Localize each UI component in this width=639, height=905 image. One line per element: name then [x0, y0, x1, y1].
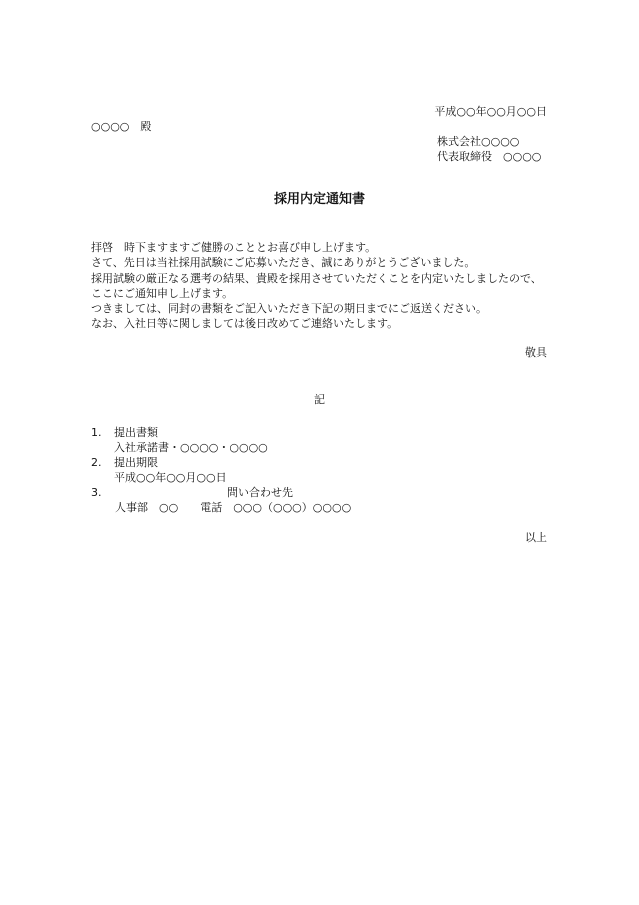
body-line: つきましては、同封の書類をご記入いただき下記の期日までにご返送ください。 [91, 302, 487, 316]
document-date: 平成○○年○○月○○日 [434, 105, 547, 118]
item-number: 1. [91, 426, 102, 439]
body-line: 採用試験の厳正なる選考の結果、貴殿を採用させていただくことを内定いたしましたので、ここにご通知申し上げます。 [91, 271, 542, 300]
item-number: 2. [91, 456, 102, 469]
body-line: 拝啓 時下ますますご健勝のこととお喜び申し上げます。 [91, 241, 377, 254]
document-title: 採用内定通知書 [273, 192, 365, 207]
body-line: さて、先日は当社採用試験にご応募いただき、誠にありがとうございました。 [91, 256, 476, 270]
list-item [91, 455, 551, 470]
list-item-detail [91, 470, 551, 485]
body-line: なお、入社日等に関しましては後日改めてご連絡いたします。 [91, 317, 399, 331]
list-item [91, 425, 551, 440]
item-label: 問い合わせ先 [227, 486, 293, 499]
item-number: 3. [91, 486, 102, 499]
company-name: 株式会社○○○○ [437, 135, 520, 148]
item-label: 提出期限 [114, 456, 158, 469]
closing-ijo: 以上 [525, 531, 547, 544]
ki-heading: 記 [314, 393, 325, 406]
item-detail: 平成○○年○○月○○日 [114, 471, 227, 484]
letter-body [91, 240, 551, 332]
item-label: 提出書類 [114, 426, 158, 439]
item-detail: 入社承諾書・○○○○・○○○○ [114, 441, 268, 454]
item-detail: 人事部 ○○ 電話 ○○○（○○○）○○○○ [115, 501, 352, 514]
addressee: ○○○○ 殿 [91, 120, 152, 133]
items-list [91, 425, 551, 515]
list-item [91, 485, 551, 500]
closing-keigu: 敬具 [525, 346, 547, 359]
list-item-detail [91, 440, 551, 455]
representative: 代表取締役 ○○○○ [437, 150, 542, 163]
list-item-detail [91, 500, 551, 515]
